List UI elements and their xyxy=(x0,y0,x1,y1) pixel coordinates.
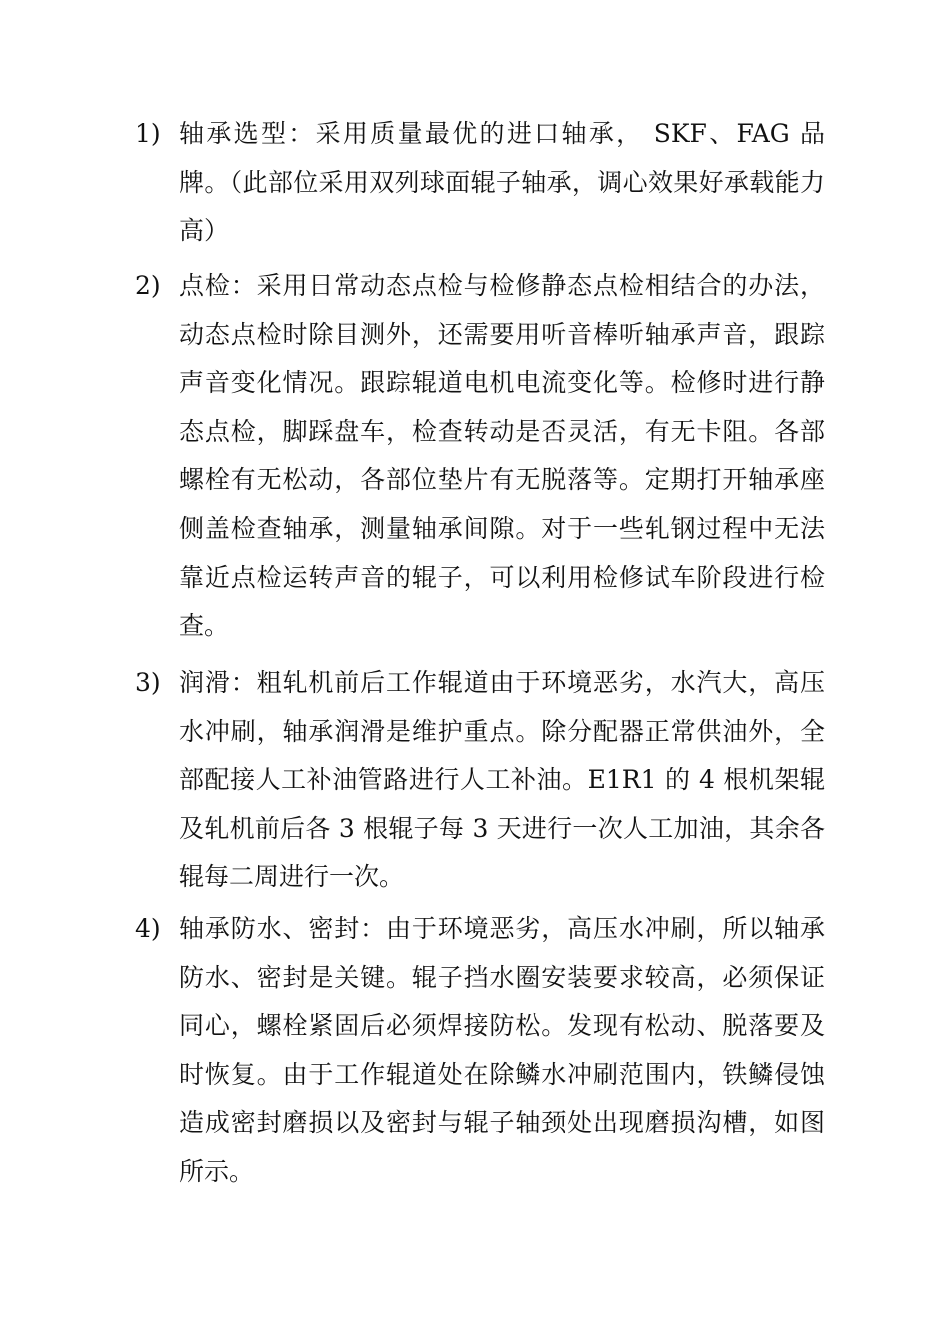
list-item xyxy=(135,659,825,902)
item-text: 轴承选型：采用质量最优的进口轴承， SKF、FAG 品牌。（此部位采用双列球面辊子轴承，调心效果好承载能力高） xyxy=(179,119,825,246)
item-number: 4) xyxy=(135,914,161,943)
item-number: 1) xyxy=(135,119,161,148)
item-number: 2) xyxy=(135,271,161,300)
item-text: 点检：采用日常动态点检与检修静态点检相结合的办法，动态点检时除目测外，还需要用听音棒听轴承声音，跟踪声音变化情况。跟踪辊道电机电流变化等。检修时进行静态点检，脚踩盘车，检查转动是否灵活，有无卡阻。各部螺栓有无松动，各部位垫片有无脱落等。定期打开轴承座侧盖检查轴承，测量轴承间隙。对于一些轧钢过程中无法靠近点检运转声音的辊子，可以利用检修试车阶段进行检查。 xyxy=(179,271,825,641)
item-text: 润滑：粗轧机前后工作辊道由于环境恶劣，水汽大，高压水冲刷，轴承润滑是维护重点。除分配器正常供油外，全部配接人工补油管路进行人工补油。E1R1 的 4 根机架辊及轧机前后各 3 根辊子每 3 天进行一次人工加油，其余各辊每二周进行一次。 xyxy=(179,668,825,892)
item-text: 轴承防水、密封：由于环境恶劣，高压水冲刷，所以轴承防水、密封是关键。辊子挡水圈安装要求较高，必须保证同心，螺栓紧固后必须焊接防松。发现有松动、脱落要及时恢复。由于工作辊道处在除鳞水冲刷范围内，铁鳞侵蚀造成密封磨损以及密封与辊子轴颈处出现磨损沟槽，如图所示。 xyxy=(179,914,825,1186)
list-item xyxy=(135,262,825,651)
item-number: 3) xyxy=(135,668,161,697)
list-item xyxy=(135,110,825,256)
list-item xyxy=(135,905,825,1197)
